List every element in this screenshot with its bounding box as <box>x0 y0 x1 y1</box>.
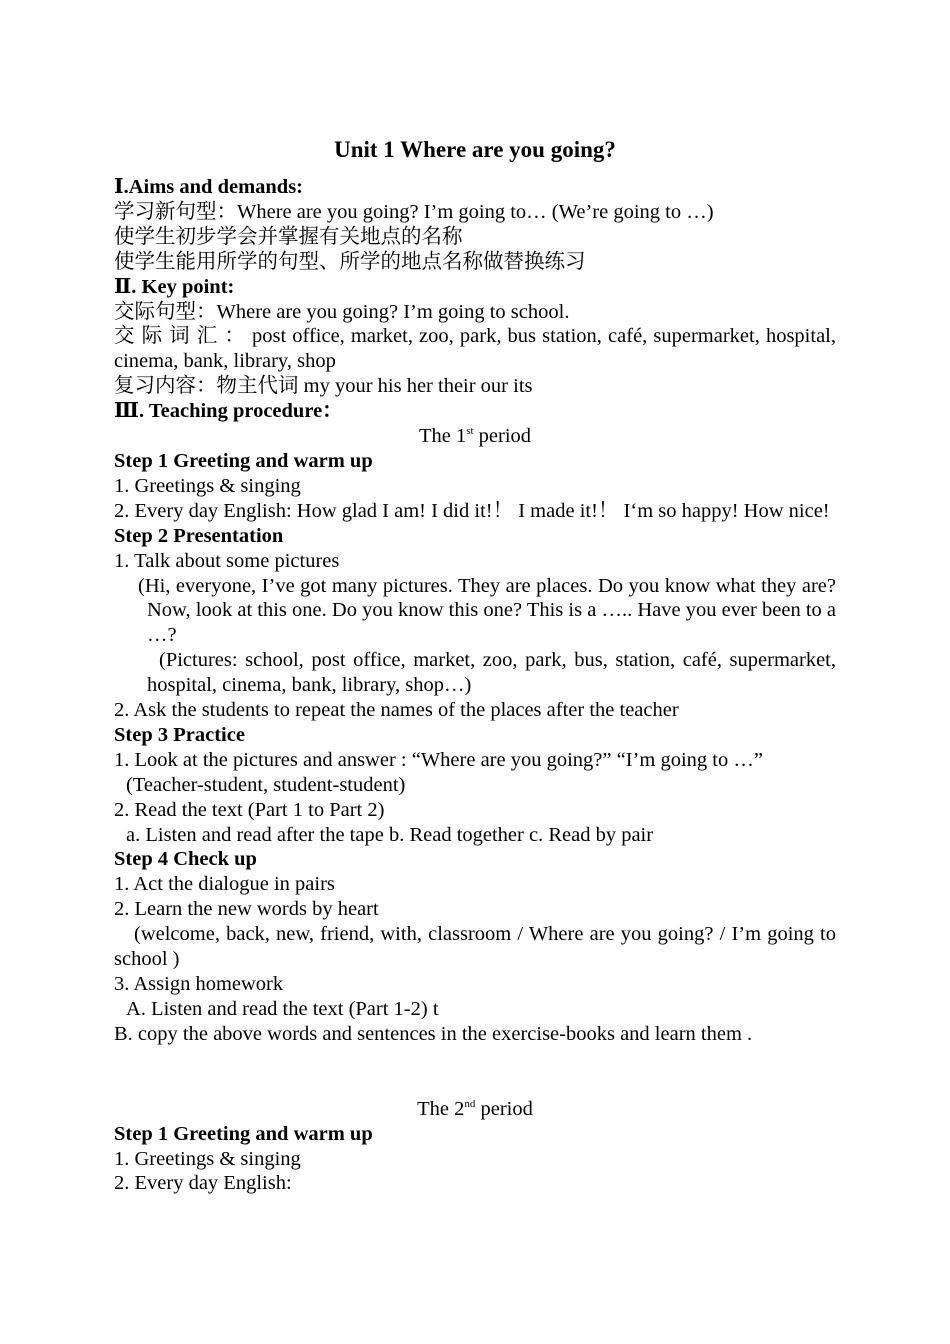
p2-step1-line-2: 2. Every day English: <box>114 1172 292 1195</box>
period-2-label: The 2nd period <box>417 1097 533 1120</box>
p1-step4-line-5: A. Listen and read the text (Part 1-2) t <box>126 997 439 1020</box>
p1-step2-heading: Step 2 Presentation <box>114 524 284 547</box>
key-sentence: 交际句型：Where are you going? I’m going to school. <box>114 300 570 323</box>
p1-step2-line-2: (Hi, everyone, I’ve got many pictures. They are places. Do you know what they are? Now, look at this one. Do you know this one? This is a ….. Have you ever been to a …? <box>138 574 836 647</box>
p1-step4-line-3: (welcome, back, new, friend, with, classroom / Where are you going? / I’m going to school ) <box>114 923 836 971</box>
page-title: Unit 1 Where are you going? <box>334 137 616 162</box>
p2-step1-heading: Step 1 Greeting and warm up <box>114 1122 373 1145</box>
key-vocabulary: 交 际 词 汇 ： post office, market, zoo, park, bus station, café, supermarket, hospital, cinema, bank, library, shop <box>114 325 836 373</box>
aims-line-1: 学习新句型：Where are you going? I’m going to… (We’re going to …) <box>114 200 714 223</box>
p1-step3-line-3: 2. Read the text (Part 1 to Part 2) <box>114 798 385 821</box>
p1-step3-line-1: 1. Look at the pictures and answer : “Where are you going?” “I’m going to …” <box>114 748 763 771</box>
aims-heading: Ⅰ.Aims and demands: <box>114 176 304 198</box>
review-content: 复习内容：物主代词 my your his her their our its <box>114 375 533 398</box>
period-1-label: The 1st period <box>418 425 532 448</box>
p1-step3-line-2: (Teacher-student, student-student) <box>126 773 406 796</box>
p1-step3-line-4: a. Listen and read after the tape b. Read together c. Read by pair <box>126 823 654 846</box>
p1-step1-line-1: 1. Greetings & singing <box>114 474 301 497</box>
p1-step2-line-1: 1. Talk about some pictures <box>114 549 340 572</box>
p1-step4-line-1: 1. Act the dialogue in pairs <box>114 873 335 896</box>
p1-step4-line-2: 2. Learn the new words by heart <box>114 898 379 921</box>
p1-step3-heading: Step 3 Practice <box>114 723 245 746</box>
p1-step4-line-4: 3. Assign homework <box>114 973 284 995</box>
p2-step1-line-1: 1. Greetings & singing <box>114 1147 301 1170</box>
key-point-heading: Ⅱ. Key point: <box>114 275 235 298</box>
p1-step2-line-4: 2. Ask the students to repeat the names of the places after the teacher <box>114 699 679 722</box>
procedure-heading: Ⅲ. Teaching procedure： <box>114 400 343 423</box>
p1-step1-heading: Step 1 Greeting and warm up <box>114 449 373 472</box>
section-gap <box>114 1047 836 1097</box>
aims-line-3: 使学生能用所学的句型、所学的地点名称做替换练习 <box>114 250 586 273</box>
p1-step4-heading: Step 4 Check up <box>114 848 257 871</box>
p1-step4-line-6: B. copy the above words and sentences in the exercise-books and learn them . <box>114 1022 753 1045</box>
p1-step1-line-2: 2. Every day English: How glad I am! I did it!！ I made it!！ I‘m so happy! How nice! <box>114 499 830 522</box>
aims-line-2: 使学生初步学会并掌握有关地点的名称 <box>114 225 463 248</box>
document-body <box>114 135 836 1196</box>
p1-step2-line-3: (Pictures: school, post office, market, zoo, park, bus, station, café, supermarket, hospital, cinema, bank, library, shop…) <box>147 649 836 697</box>
